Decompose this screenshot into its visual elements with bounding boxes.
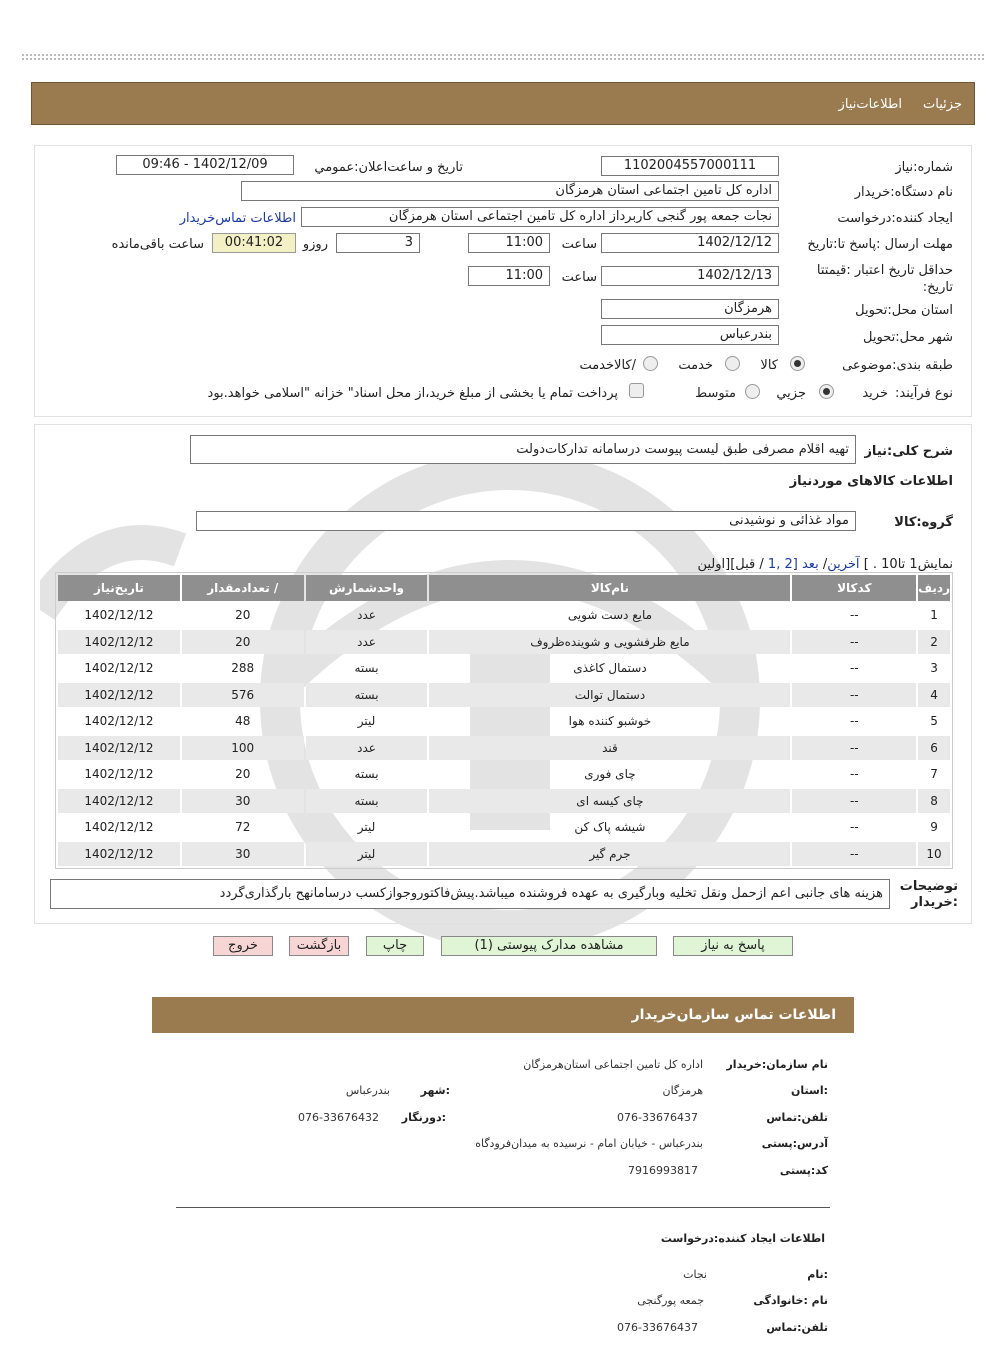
header-tab-bar bbox=[31, 82, 975, 125]
category-goods-radio[interactable] bbox=[790, 356, 805, 371]
col-name: نام‌کالا bbox=[429, 575, 790, 601]
contact-postal-value: 7916993817 bbox=[628, 1164, 698, 1177]
remaining-timer: 00:41:02 bbox=[212, 233, 296, 253]
cell-row: 9 bbox=[930, 820, 938, 835]
cell-code: -- bbox=[849, 820, 859, 835]
cell-code: -- bbox=[792, 683, 916, 708]
announce-field: 1402/12/09 - 09:46 bbox=[116, 155, 294, 175]
back-button[interactable]: بازگشت bbox=[289, 936, 349, 956]
print-button[interactable]: چاپ bbox=[366, 936, 424, 956]
creator-field: نجات جمعه پور گنجی کاربرداز اداره کل تامین اجتماعی استان هرمزگان bbox=[301, 207, 779, 227]
days-field: 3 bbox=[336, 233, 420, 253]
buyer-notes-label: توضیحات :خریدار bbox=[899, 879, 958, 910]
goods-table-header bbox=[58, 575, 950, 601]
contact-divider bbox=[176, 1207, 830, 1208]
cell-row: 5 bbox=[930, 714, 938, 729]
goods-group-label: گروه:کالا bbox=[894, 515, 953, 530]
contact-city-value: بندرعباس bbox=[345, 1084, 390, 1097]
requester-phone-value: 076-33676437 bbox=[617, 1321, 698, 1334]
process-label: نوع فرآیند: bbox=[895, 386, 953, 401]
validity-date-field: 1402/12/13 bbox=[601, 266, 779, 286]
province-field: هرمزگان bbox=[601, 299, 779, 319]
col-code: کدکالا bbox=[792, 575, 916, 601]
treasury-payment-label: پرداخت تمام یا بخشی از مبلغ خرید،از محل اسناد" خزانه "اسلامی خواهد.بود bbox=[207, 386, 618, 401]
category-both-radio[interactable] bbox=[643, 356, 658, 371]
pager-next-link[interactable]: بعد bbox=[801, 557, 819, 572]
cell-date: 1402/12/12 bbox=[58, 842, 180, 867]
category-goods-label: کالا bbox=[760, 358, 778, 373]
cell-row: 4 bbox=[918, 683, 950, 708]
pager-pages[interactable]: [2 ,1 bbox=[767, 557, 798, 572]
city-field: بندرعباس bbox=[601, 325, 779, 345]
requester-title: اطلاعات ایجاد کننده:درخواست bbox=[660, 1232, 825, 1245]
remaining-label: ساعت باقی‌مانده bbox=[111, 237, 204, 252]
cell-code: -- bbox=[849, 661, 859, 676]
cell-name: خوشبو کننده هوا bbox=[568, 714, 652, 729]
goods-table bbox=[55, 572, 953, 869]
cell-unit: عدد bbox=[306, 736, 428, 761]
cell-code: -- bbox=[792, 630, 916, 655]
cell-qty: 30 bbox=[182, 789, 304, 814]
table-row bbox=[58, 815, 950, 840]
table-row bbox=[58, 603, 950, 628]
goods-group-field: مواد غذائی و نوشیدنی bbox=[196, 511, 856, 531]
contact-phone-label: تلفن:تماس bbox=[766, 1111, 828, 1124]
buyer-org-field: اداره کل تامین اجتماعی استان هرمزگان bbox=[241, 181, 779, 201]
deadline-hour-label: ساعت bbox=[561, 237, 597, 252]
contact-title-bar bbox=[152, 997, 854, 1033]
category-label: طبقه بندی:موضوعی bbox=[842, 358, 953, 373]
pager: نمایش1 تا10 . ] آخرین/ بعد [2 ,1 / قبل][اولین bbox=[697, 557, 953, 572]
goods-info-title: اطلاعات کالاهای موردنیاز bbox=[789, 474, 953, 489]
announce-label: تاریخ و ساعت‌اعلان:عمومي bbox=[314, 160, 463, 175]
cell-row: 3 bbox=[930, 661, 938, 676]
cell-code: -- bbox=[792, 736, 916, 761]
province-label: استان محل:تحویل bbox=[855, 303, 953, 318]
deadline-date-field: 1402/12/12 bbox=[601, 233, 779, 253]
contact-province-value: هرمزگان bbox=[662, 1084, 703, 1097]
table-row bbox=[58, 762, 950, 787]
contact-phone-value: 076-33676437 bbox=[617, 1111, 698, 1124]
cell-code: -- bbox=[849, 608, 859, 623]
cell-name: چای کیسه ای bbox=[429, 789, 790, 814]
col-row: ردیف bbox=[918, 575, 950, 601]
process-buy-label: خرید bbox=[862, 386, 888, 401]
cell-name: شیشه پاک کن bbox=[574, 820, 646, 835]
cell-name: دستمال توالت bbox=[429, 683, 790, 708]
requester-name-label: :نام bbox=[807, 1268, 828, 1281]
top-divider bbox=[22, 54, 984, 60]
cell-row: 10 bbox=[918, 842, 950, 867]
cell-date: 1402/12/12 bbox=[84, 820, 154, 835]
cell-row: 2 bbox=[918, 630, 950, 655]
table-row bbox=[58, 709, 950, 734]
cell-date: 1402/12/12 bbox=[58, 736, 180, 761]
cell-date: 1402/12/12 bbox=[84, 714, 154, 729]
contact-city-label: :شهر bbox=[420, 1084, 450, 1097]
contact-org-label: نام سازمان:خریدار bbox=[726, 1058, 828, 1071]
description-field: تهیه اقلام مصرفی طبق لیست پیوست درسامانه تدارکات‌دولت bbox=[190, 435, 856, 464]
contact-province-label: :استان bbox=[791, 1084, 828, 1097]
table-row bbox=[58, 683, 950, 708]
cell-name: چای فوری bbox=[584, 767, 636, 782]
cell-unit: عدد bbox=[306, 630, 428, 655]
cell-code: -- bbox=[792, 789, 916, 814]
contact-postal-label: کد:پستی bbox=[779, 1164, 828, 1177]
buyer-contact-link[interactable]: اطلاعات تماس‌خریدار bbox=[179, 211, 296, 226]
cell-code: -- bbox=[849, 767, 859, 782]
process-minor-label: جزیي bbox=[776, 386, 806, 401]
process-medium-radio[interactable] bbox=[745, 384, 760, 399]
need-number-field: 1102004557000111 bbox=[601, 156, 779, 176]
cell-date: 1402/12/12 bbox=[84, 767, 154, 782]
cell-row: 8 bbox=[918, 789, 950, 814]
treasury-payment-checkbox[interactable] bbox=[629, 383, 644, 398]
category-service-radio[interactable] bbox=[725, 356, 740, 371]
pager-last-link[interactable]: آخرین bbox=[827, 557, 860, 572]
table-row bbox=[58, 789, 950, 814]
cell-date: 1402/12/12 bbox=[84, 661, 154, 676]
cell-date: 1402/12/12 bbox=[58, 630, 180, 655]
tab-details[interactable]: جزئیات bbox=[923, 97, 962, 112]
contact-fax-value: 076-33676432 bbox=[298, 1111, 379, 1124]
cell-qty: 288 bbox=[231, 661, 255, 676]
contact-fax-label: :دورنگار bbox=[401, 1111, 446, 1124]
process-minor-radio[interactable] bbox=[819, 384, 834, 399]
description-label: شرح کلی:نیاز bbox=[864, 444, 953, 459]
contact-title: اطلاعات تماس سازمان‌خریدار bbox=[631, 1007, 836, 1023]
cell-name: دستمال کاغذی bbox=[573, 661, 647, 676]
cell-row: 1 bbox=[930, 608, 938, 623]
cell-unit: لیتر bbox=[357, 820, 376, 835]
validity-time-field: 11:00 bbox=[468, 266, 550, 286]
cell-unit: لیتر bbox=[306, 842, 428, 867]
cell-qty: 72 bbox=[235, 820, 251, 835]
cell-unit: لیتر bbox=[357, 714, 376, 729]
requester-name-value: نجات bbox=[683, 1268, 707, 1281]
table-row bbox=[58, 656, 950, 681]
table-row bbox=[58, 736, 950, 761]
cell-qty: 20 bbox=[235, 767, 251, 782]
category-service-label: خدمت bbox=[678, 358, 713, 373]
contact-address-value: بندرعباس - خیابان امام - نرسیده به میدان‌فرودگاه bbox=[475, 1137, 703, 1150]
pager-prefix: نمایش1 تا10 . ] bbox=[863, 557, 953, 572]
pager-suffix: / قبل][اولین bbox=[697, 557, 764, 572]
tab-need-info[interactable]: اطلاعات‌نیاز bbox=[838, 97, 902, 112]
buyer-org-label: نام دستگاه:خریدار bbox=[854, 185, 953, 200]
creator-label: ایجاد کننده:درخواست bbox=[837, 211, 953, 226]
cell-name: مایع ظرفشویی و شوینده‌ظروف bbox=[429, 630, 790, 655]
requester-phone-label: تلفن:تماس bbox=[766, 1321, 828, 1334]
cell-name: جرم گیر bbox=[429, 842, 790, 867]
process-medium-label: متوسط bbox=[695, 386, 736, 401]
contact-address-label: آدرس:پستی bbox=[761, 1137, 828, 1150]
col-qty: / تعدادمقدار bbox=[182, 575, 304, 601]
table-row bbox=[58, 842, 950, 867]
cell-qty: 48 bbox=[235, 714, 251, 729]
cell-unit: بسته bbox=[306, 683, 428, 708]
city-label: شهر محل:تحویل bbox=[863, 330, 953, 345]
cell-date: 1402/12/12 bbox=[58, 683, 180, 708]
cell-qty: 20 bbox=[182, 630, 304, 655]
view-documents-button[interactable]: مشاهده مدارک پیوستی (1) bbox=[441, 936, 657, 956]
cell-unit: بسته bbox=[354, 767, 379, 782]
cell-name: مایع دست شویی bbox=[567, 608, 653, 623]
category-both-label: /کالاخدمت bbox=[579, 358, 636, 373]
cell-qty: 100 bbox=[182, 736, 304, 761]
need-number-label: شماره:نیاز bbox=[895, 160, 953, 175]
validity-hour-label: ساعت bbox=[561, 270, 597, 285]
days-label: روزو bbox=[302, 237, 328, 252]
cell-unit: عدد bbox=[357, 608, 376, 623]
deadline-label: مهلت ارسال :پاسخ تا:تاریخ bbox=[807, 237, 953, 252]
exit-button[interactable]: خروج bbox=[213, 936, 273, 956]
table-row bbox=[58, 630, 950, 655]
cell-qty: 20 bbox=[235, 608, 251, 623]
col-unit: واحدشمارش bbox=[306, 575, 428, 601]
cell-code: -- bbox=[849, 714, 859, 729]
contact-org-value: اداره کل تامین اجتماعی استان‌هرمزگان bbox=[523, 1058, 703, 1071]
deadline-time-field: 11:00 bbox=[468, 233, 550, 253]
cell-date: 1402/12/12 bbox=[84, 608, 154, 623]
requester-family-value: جمعه پورگنجی bbox=[637, 1294, 704, 1307]
requester-family-label: نام :خانوادگی bbox=[753, 1294, 828, 1307]
cell-qty: 576 bbox=[182, 683, 304, 708]
cell-date: 1402/12/12 bbox=[58, 789, 180, 814]
buyer-notes-field: هزینه های جانبی اعم ازحمل ونقل تخلیه وبارگیری به عهده فروشنده میباشد.پیش‌فاکتوروجوازکسب درسامانهح بارگذاری‌گردد bbox=[50, 879, 890, 909]
cell-row: 7 bbox=[930, 767, 938, 782]
reply-button[interactable]: پاسخ به نیاز bbox=[673, 936, 793, 956]
cell-code: -- bbox=[792, 842, 916, 867]
cell-row: 6 bbox=[918, 736, 950, 761]
cell-unit: بسته bbox=[306, 789, 428, 814]
validity-label: حداقل تاریخ اعتبار :قیمتتا تاریخ: bbox=[816, 263, 953, 295]
col-date: تاریخ‌نیاز bbox=[58, 575, 180, 601]
cell-qty: 30 bbox=[182, 842, 304, 867]
cell-unit: بسته bbox=[354, 661, 379, 676]
cell-name: قند bbox=[429, 736, 790, 761]
